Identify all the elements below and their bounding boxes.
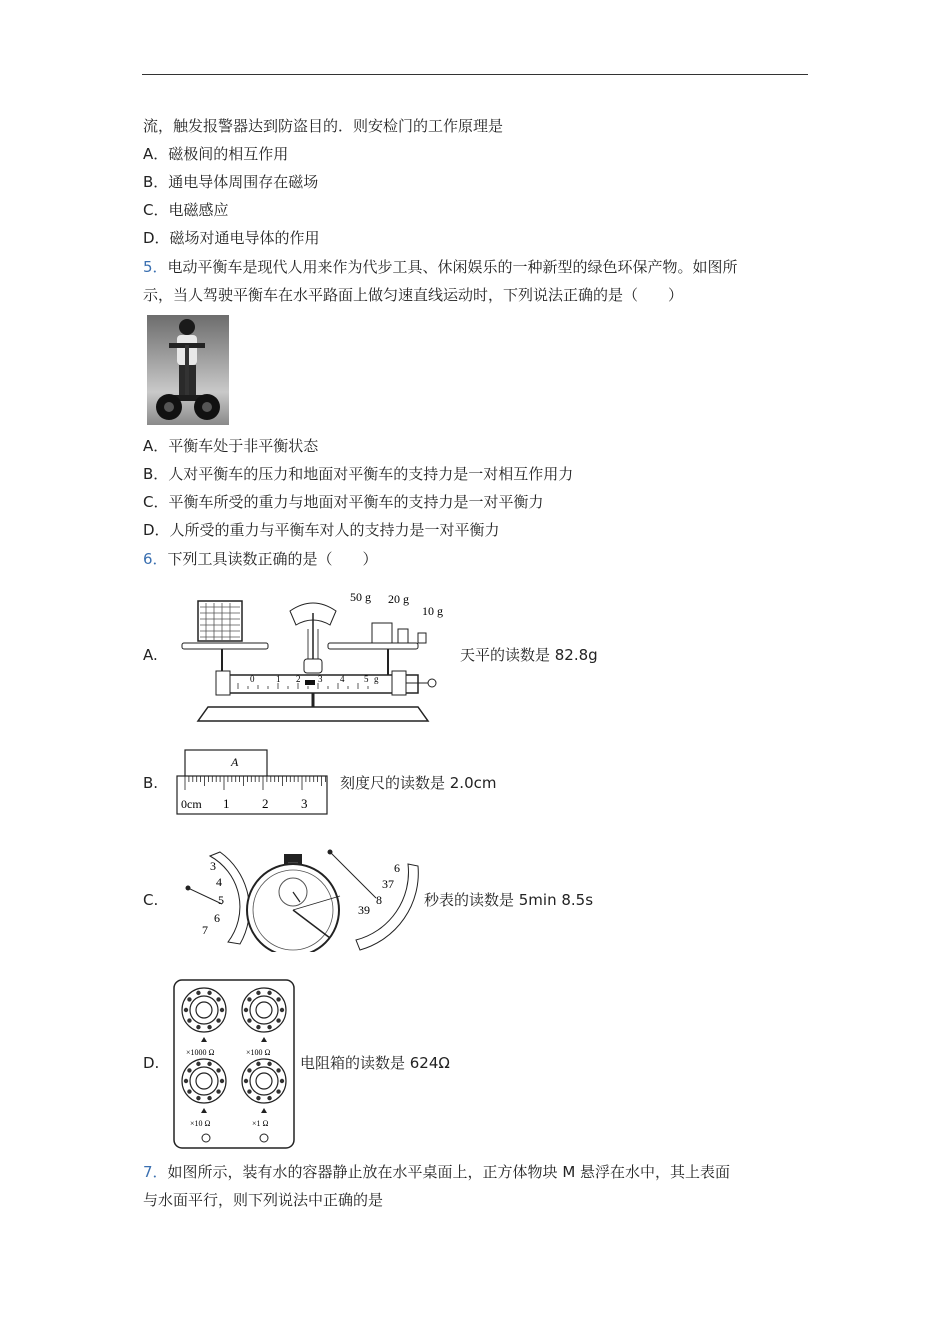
q6-stem	[143, 549, 378, 569]
balance-scooter-photo	[147, 315, 229, 425]
q6-d-letter: D.	[143, 1054, 160, 1072]
left-scale-7: 7	[202, 923, 208, 937]
scale-tick-unit: g	[374, 674, 379, 684]
knob-digit-mark	[187, 1018, 191, 1022]
q5-stem-line2: 示，当人驾驶平衡车在水平路面上做匀速直线运动时，下列说法正确的是（ ）	[143, 286, 684, 304]
ruler-unit-label: 0cm	[181, 797, 202, 811]
knob-label-10: ×10 Ω	[190, 1119, 211, 1128]
ruler-tick-1: 1	[223, 796, 230, 811]
knob-digit-mark	[244, 1079, 248, 1083]
right-scale-6: 6	[394, 861, 400, 875]
knob-digit-mark	[247, 1089, 251, 1093]
knob-digit-mark	[280, 1008, 284, 1012]
scale-tick-4: 4	[340, 674, 345, 684]
knob-digit-mark	[207, 1096, 211, 1100]
left-scale-3: 3	[210, 859, 216, 873]
knob-label-100: ×100 Ω	[246, 1048, 271, 1057]
knob-digit-mark	[276, 1068, 280, 1072]
knob-digit-mark	[256, 991, 260, 995]
knob-digit-mark	[220, 1079, 224, 1083]
right-scale-39: 39	[358, 903, 370, 917]
knob-digit-mark	[187, 997, 191, 1001]
q4-option-b: B．通电导体周围存在磁场	[143, 173, 319, 191]
knob-digit-mark	[247, 1018, 251, 1022]
q6-d-caption: 电阻箱的读数是 624Ω	[300, 1054, 450, 1072]
weight-label-50g: 50 g	[350, 590, 371, 604]
balance-figure	[178, 585, 458, 725]
scale-tick-2: 2	[296, 674, 301, 684]
knob-ring	[256, 1002, 272, 1018]
knob-digit-mark	[276, 997, 280, 1001]
ruler-object-label: A	[231, 755, 239, 769]
knob-digit-mark	[216, 1068, 220, 1072]
knob-digit-mark	[216, 1089, 220, 1093]
knob-digit-mark	[196, 1062, 200, 1066]
knob-digit-mark	[184, 1008, 188, 1012]
left-scale-6: 6	[214, 911, 220, 925]
knob-digit-mark	[247, 997, 251, 1001]
knob-digit-mark	[267, 1096, 271, 1100]
knob-digit-mark	[256, 1062, 260, 1066]
scale-tick-0: 0	[250, 674, 255, 684]
knob-ring	[196, 1002, 212, 1018]
q6-number: 6．	[143, 550, 168, 568]
knob-digit-mark	[256, 1025, 260, 1029]
q5-option-a: A．平衡车处于非平衡状态	[143, 437, 319, 455]
q6-c-caption: 秒表的读数是 5min 8.5s	[424, 891, 594, 909]
knob-digit-mark	[196, 1025, 200, 1029]
left-scale-4: 4	[216, 875, 222, 889]
q4-option-c: C．电磁感应	[143, 201, 229, 219]
q4-option-a: A．磁极间的相互作用	[143, 145, 289, 163]
knob-digit-mark	[267, 1062, 271, 1066]
q6-b-letter: B.	[143, 774, 159, 792]
knob-digit-mark	[267, 1025, 271, 1029]
knob-digit-mark	[207, 1025, 211, 1029]
q6-a-caption: 天平的读数是 82.8g	[460, 646, 598, 664]
ruler-tick-2: 2	[262, 796, 269, 811]
knob-digit-mark	[256, 1096, 260, 1100]
q5-option-c: C．平衡车所受的重力与地面对平衡车的支持力是一对平衡力	[143, 493, 544, 511]
knob-digit-mark	[216, 997, 220, 1001]
knob-digit-mark	[247, 1068, 251, 1072]
header-rule	[142, 74, 808, 75]
scale-tick-3: 3	[318, 674, 323, 684]
q5-stem-line1	[143, 257, 738, 277]
right-scale-8: 8	[376, 893, 382, 907]
knob-digit-mark	[187, 1089, 191, 1093]
ruler-tick-3: 3	[301, 796, 308, 811]
stopwatch-figure	[180, 846, 420, 952]
q7-stem-line2: 与水面平行，则下列说法中正确的是	[143, 1191, 384, 1209]
knob-digit-mark	[267, 991, 271, 995]
left-scale-5: 5	[218, 893, 224, 907]
knob-digit-mark	[220, 1008, 224, 1012]
q4-stem-tail: 流，触发报警器达到防盗目的．则安检门的工作原理是	[143, 117, 504, 135]
knob-digit-mark	[187, 1068, 191, 1072]
q7-number: 7．	[143, 1163, 168, 1181]
knob-digit-mark	[184, 1079, 188, 1083]
knob-digit-mark	[216, 1018, 220, 1022]
weight-label-20g: 20 g	[388, 592, 409, 606]
q7-stem-line1	[143, 1162, 730, 1182]
q5-option-d: D．人所受的重力与平衡车对人的支持力是一对平衡力	[143, 521, 500, 539]
q5-option-b: B．人对平衡车的压力和地面对平衡车的支持力是一对相互作用力	[143, 465, 574, 483]
q5-number: 5．	[143, 258, 168, 276]
knob-digit-mark	[280, 1079, 284, 1083]
knob-digit-mark	[276, 1018, 280, 1022]
q6-c-letter: C.	[143, 891, 159, 909]
knob-digit-mark	[196, 991, 200, 995]
weight-label-10g: 10 g	[422, 604, 443, 618]
knob-digit-mark	[207, 1062, 211, 1066]
scale-tick-5: 5	[364, 674, 369, 684]
knob-ring	[196, 1073, 212, 1089]
q6-a-letter: A.	[143, 646, 158, 664]
knob-digit-mark	[276, 1089, 280, 1093]
q6-b-caption: 刻度尺的读数是 2.0cm	[340, 774, 497, 792]
knob-label-1000: ×1000 Ω	[186, 1048, 215, 1057]
resistance-box-figure	[172, 978, 296, 1150]
knob-ring	[256, 1073, 272, 1089]
q6-stem-text: 下列工具读数正确的是（ ）	[167, 550, 378, 568]
knob-digit-mark	[196, 1096, 200, 1100]
q7-stem-text1: 如图所示，装有水的容器静止放在水平桌面上，正方体物块 M 悬浮在水中，其上表面	[167, 1163, 731, 1181]
knob-digit-mark	[244, 1008, 248, 1012]
q5-stem-text1: 电动平衡车是现代人用来作为代步工具、休闲娱乐的一种新型的绿色环保产物。如图所	[167, 258, 738, 276]
scale-tick-1: 1	[276, 674, 281, 684]
ruler-figure	[175, 748, 330, 816]
q4-option-d: D．磁场对通电导体的作用	[143, 229, 320, 247]
knob-digit-mark	[207, 991, 211, 995]
knob-label-1: ×1 Ω	[252, 1119, 269, 1128]
right-scale-37: 37	[382, 877, 394, 891]
